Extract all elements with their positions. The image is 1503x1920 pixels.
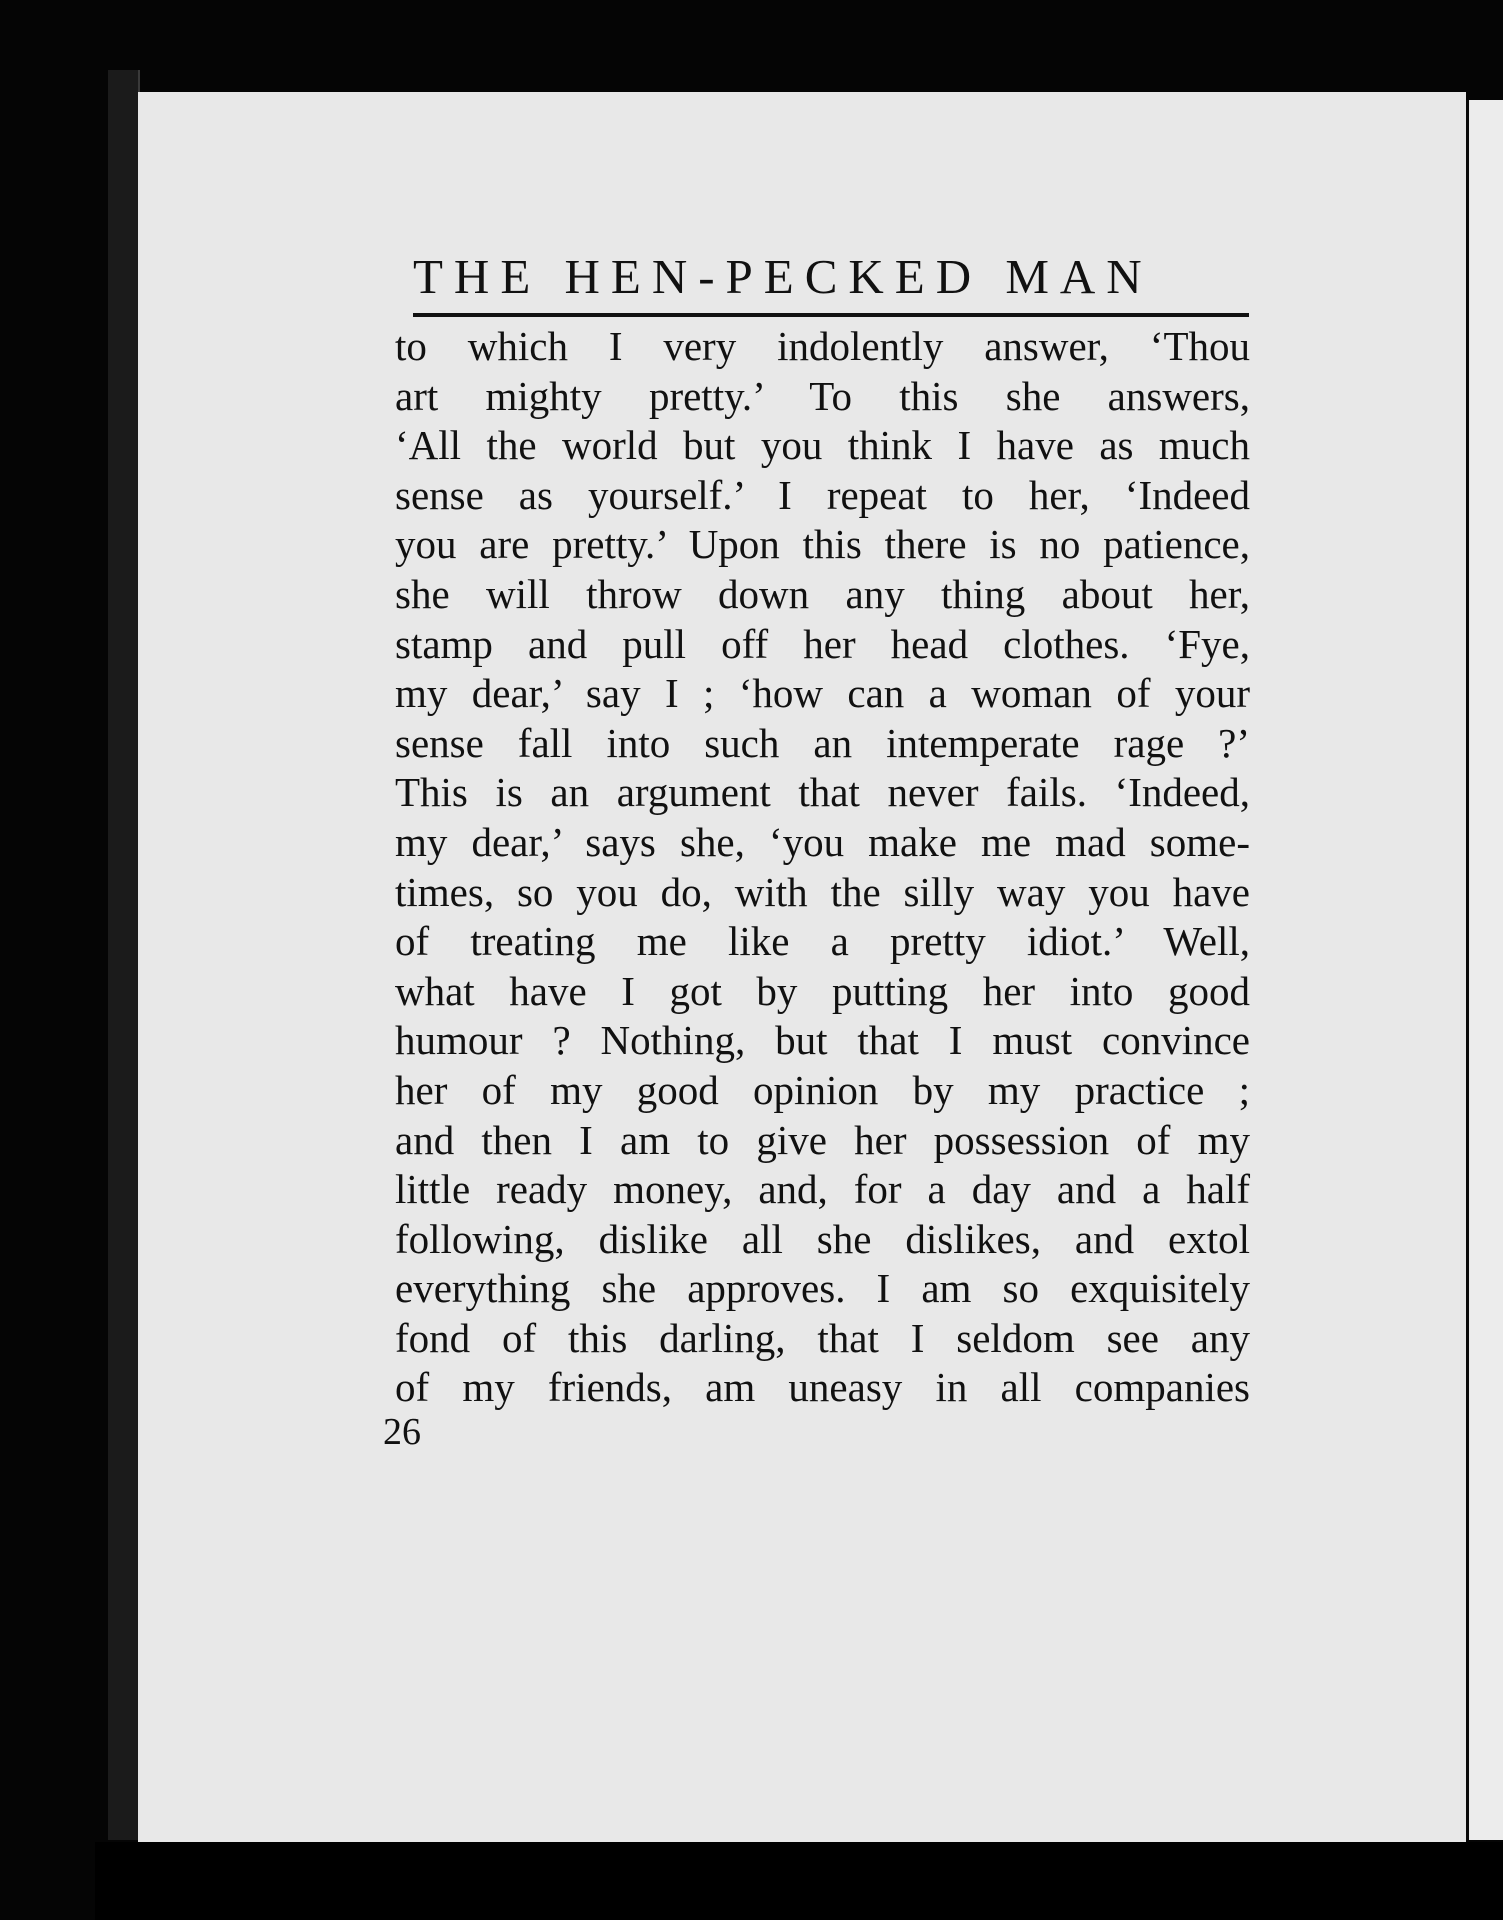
text-line: to which I very indolently answer, ‘Thou [395,323,1250,369]
text-line: her of my good opinion by my practice ; [395,1066,1250,1113]
text-line: following, dislike all she dislikes, and extol [395,1215,1250,1262]
facing-page-edge [1466,100,1503,1840]
text-line: what have I got by putting her into good [395,967,1250,1014]
text-line: This is an argument that never fails. ‘Indeed, [395,769,1250,816]
text-line: fond of this darling, that I seldom see any [395,1314,1250,1361]
text-line: art mighty pretty.’ To this she answers, [395,372,1250,419]
text-line: of treating me like a pretty idiot.’ Well, [395,918,1250,965]
text-line: my dear,’ says she, ‘you make me mad some- [395,818,1250,865]
page-number: 26 [383,1411,421,1453]
text-line: sense fall into such an intemperate rage ?’ [395,719,1250,766]
scan-bottom-border [95,1842,1503,1920]
text-line: sense as yourself.’ I repeat to her, ‘Indeed [395,471,1250,518]
text-line: she will throw down any thing about her, [395,570,1250,617]
text-line: little ready money, and, for a day and a half [395,1166,1250,1213]
text-line: you are pretty.’ Upon this there is no patience, [395,521,1250,568]
running-head: THE HEN-PECKED MAN [413,247,1249,317]
book-left-edge [108,70,140,1840]
text-line: and then I am to give her possession of my [395,1116,1250,1163]
body-text [395,322,1250,1413]
text-line: humour ? Nothing, but that I must convince [395,1017,1250,1064]
text-line: my dear,’ say I ; ‘how can a woman of your [395,670,1250,717]
text-line: of my friends, am uneasy in all companies [395,1364,1250,1411]
text-line: times, so you do, with the silly way you have [395,868,1250,915]
text-line: ‘All the world but you think I have as much [395,422,1250,469]
text-line: everything she approves. I am so exquisitely [395,1265,1250,1312]
text-line: stamp and pull off her head clothes. ‘Fye, [395,620,1250,667]
